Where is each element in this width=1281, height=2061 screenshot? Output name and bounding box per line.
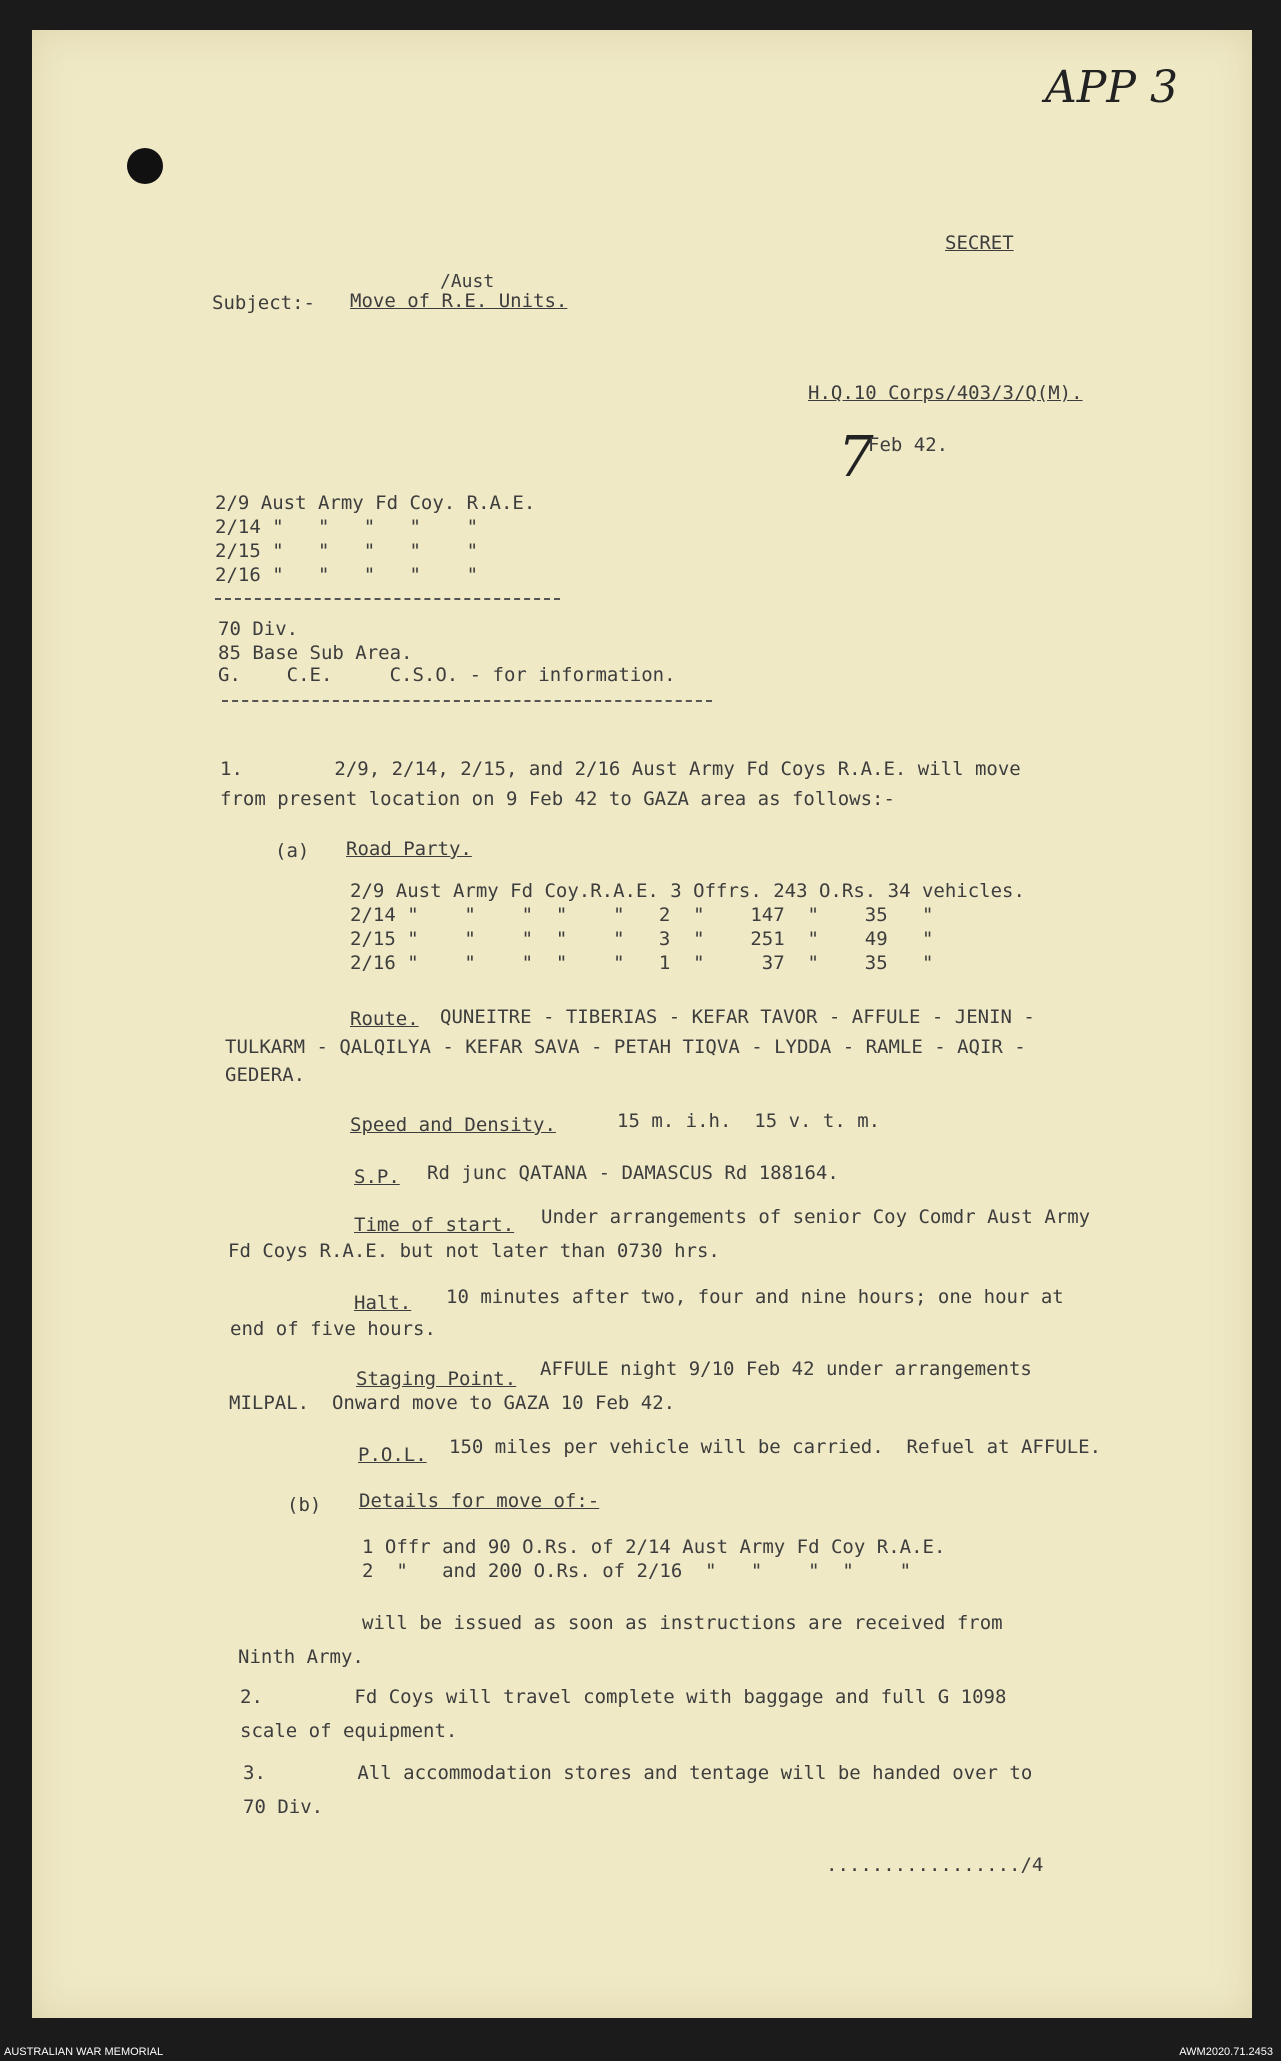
section-a-label: (a) (275, 840, 310, 862)
addressee-line: 2/15 " " " " " (215, 540, 479, 562)
start-line: Under arrangements of senior Coy Comdr Aust Army (541, 1206, 1091, 1228)
para3-line: 70 Div. (243, 1796, 324, 1818)
addressee-line: 2/9 Aust Army Fd Coy. R.A.E. (215, 492, 536, 514)
sp-text: Rd junc QATANA - DAMASCUS Rd 188164. (427, 1162, 839, 1184)
copy-line: 70 Div. (218, 618, 299, 640)
section-b-label: (b) (287, 1494, 322, 1516)
staging-line: AFFULE night 9/10 Feb 42 under arrangements (540, 1358, 1032, 1380)
date-typed: Feb 42. (868, 434, 949, 456)
start-line: Fd Coys R.A.E. but not later than 0730 hrs. (228, 1240, 720, 1262)
copy-line: G. C.E. C.S.O. - for information. (218, 664, 676, 686)
details-line: 1 Offr and 90 O.Rs. of 2/14 Aust Army Fd Coy R.A.E. (362, 1536, 946, 1558)
pol-label: P.O.L. (358, 1444, 427, 1466)
table-row: 2/9 Aust Army Fd Coy.R.A.E. 3 Offrs. 243 O.Rs. 34 vehicles. (350, 880, 1025, 902)
details-line: will be issued as soon as instructions are received from (362, 1612, 1003, 1634)
para1-line: 1. 2/9, 2/14, 2/15, and 2/16 Aust Army Fd Coys R.A.E. will move (220, 758, 1021, 780)
date-handwritten: 7 (838, 425, 874, 490)
details-line: Ninth Army. (238, 1646, 364, 1668)
punch-hole (127, 148, 163, 184)
subject-label: Subject:- (212, 292, 315, 314)
addressee-line: 2/14 " " " " " (215, 516, 479, 538)
separator-line (215, 598, 560, 600)
para3-line: 3. All accommodation stores and tentage will be handed over to (243, 1762, 1033, 1784)
para1-line: from present location on 9 Feb 42 to GAZA area as follows:- (220, 788, 895, 810)
details-line: 2 " and 200 O.Rs. of 2/16 " " " " " (362, 1560, 912, 1582)
section-b-heading: Details for move of:- (359, 1490, 600, 1512)
copy-line: 85 Base Sub Area. (218, 642, 413, 664)
sp-label: S.P. (354, 1166, 400, 1188)
reference-number: H.Q.10 Corps/403/3/Q(M). (808, 382, 1083, 404)
continuation-marker: ................./4 (826, 1854, 1044, 1876)
subject-text: Move of R.E. Units. (350, 290, 568, 312)
route-line: GEDERA. (225, 1064, 306, 1086)
halt-label: Halt. (354, 1292, 412, 1314)
classification: SECRET (945, 232, 1014, 254)
speed-label: Speed and Density. (350, 1114, 556, 1136)
para2-line: 2. Fd Coys will travel complete with baggage and full G 1098 (240, 1686, 1007, 1708)
halt-line: 10 minutes after two, four and nine hours; one hour at (446, 1286, 1064, 1308)
app-marking: APP 3 (1045, 62, 1178, 113)
route-line: QUNEITRE - TIBERIAS - KEFAR TAVOR - AFFULE - JENIN - (440, 1006, 1035, 1028)
halt-line: end of five hours. (230, 1318, 436, 1340)
staging-line: MILPAL. Onward move to GAZA 10 Feb 42. (229, 1392, 676, 1414)
route-line: TULKARM - QALQILYA - KEFAR SAVA - PETAH TIQVA - LYDDA - RAMLE - AQIR - (225, 1036, 1026, 1058)
subject-insert: /Aust (440, 271, 495, 292)
pol-text: 150 miles per vehicle will be carried. Refuel at AFFULE. (449, 1436, 1102, 1458)
separator-line (222, 700, 712, 702)
route-label: Route. (350, 1008, 419, 1030)
footer-institution: AUSTRALIAN WAR MEMORIAL (4, 2046, 164, 2058)
start-label: Time of start. (354, 1214, 515, 1236)
addressee-line: 2/16 " " " " " (215, 564, 479, 586)
table-row: 2/16 " " " " " 1 " 37 " 35 " (350, 952, 934, 974)
staging-label: Staging Point. (356, 1368, 517, 1390)
para2-line: scale of equipment. (240, 1720, 458, 1742)
table-row: 2/15 " " " " " 3 " 251 " 49 " (350, 928, 934, 950)
footer-accession-number: AWM2020.71.2453 (1179, 2046, 1273, 2058)
speed-text: 15 m. i.h. 15 v. t. m. (617, 1110, 881, 1132)
section-a-heading: Road Party. (346, 838, 472, 860)
table-row: 2/14 " " " " " 2 " 147 " 35 " (350, 904, 934, 926)
